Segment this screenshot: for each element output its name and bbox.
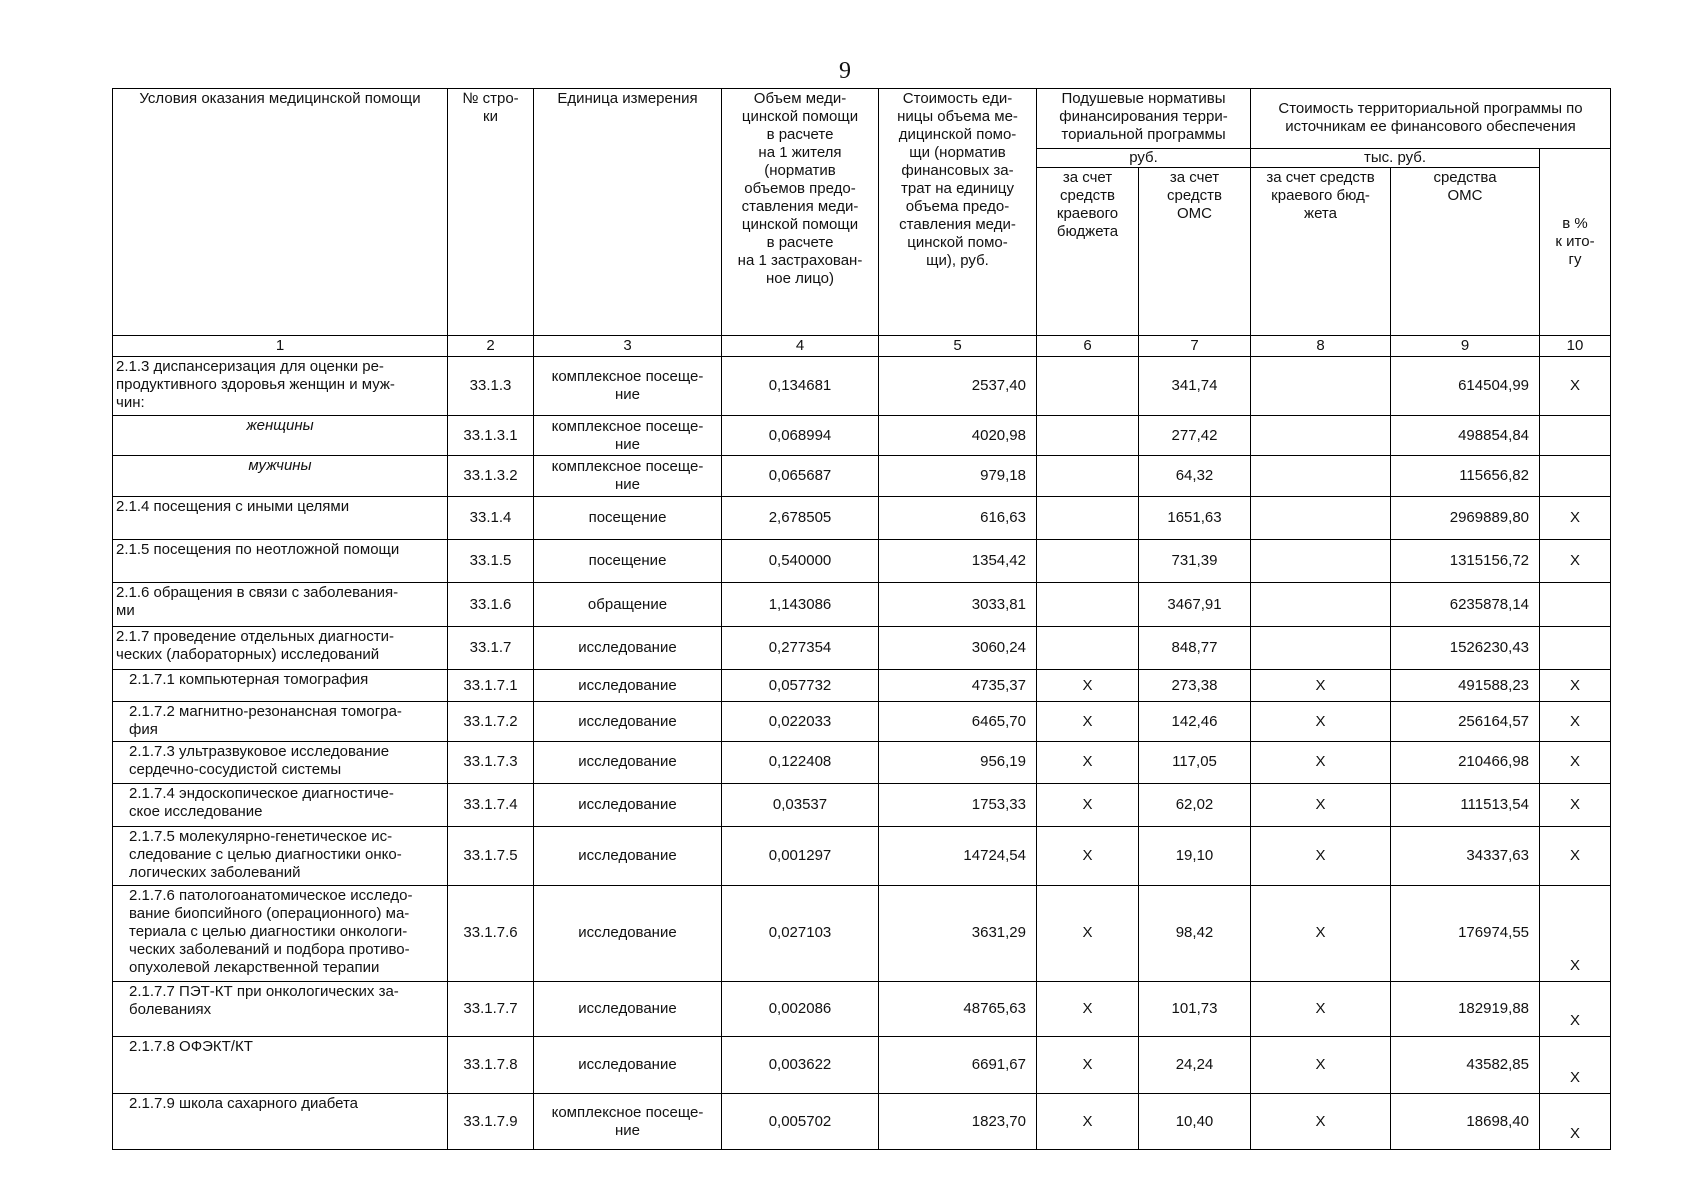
cost-budget-value [1251, 626, 1391, 669]
cost-oms-value: 182919,88 [1391, 981, 1540, 1037]
column-number: 4 [722, 335, 879, 357]
norm-oms-value: 273,38 [1139, 670, 1251, 702]
column-number: 5 [879, 335, 1037, 357]
cost-oms-value: 2969889,80 [1391, 496, 1540, 539]
cost-oms-value: 176974,55 [1391, 885, 1540, 981]
table-row [113, 456, 1611, 496]
unit-cost-value: 956,19 [879, 742, 1037, 783]
norm-budget-value: Х [1037, 885, 1139, 981]
cost-oms-value: 18698,40 [1391, 1094, 1540, 1150]
percent-value: Х [1540, 885, 1611, 981]
norm-oms-value: 3467,91 [1139, 583, 1251, 626]
measure-unit: комплексное посеще- ние [534, 416, 722, 456]
measure-unit: комплексное посеще- ние [534, 357, 722, 416]
cost-budget-value [1251, 357, 1391, 416]
row-name: 2.1.7.6 патологоанатомическое исследо- вание биопсийного (операционного) ма- териала с целью диагностики онкологи- ческих заболеваний и подбора противо- опухолевой лекарственной терапии [113, 885, 448, 981]
line-number: 33.1.7.4 [448, 783, 534, 826]
line-number: 33.1.6 [448, 583, 534, 626]
table-row [113, 626, 1611, 669]
cost-oms-value: 115656,82 [1391, 456, 1540, 496]
row-name: 2.1.7.4 эндоскопическое диагностиче- ское исследование [113, 783, 448, 826]
header-line-number: № стро- ки [448, 89, 534, 336]
unit-cost-value: 616,63 [879, 496, 1037, 539]
norm-oms-value: 117,05 [1139, 742, 1251, 783]
line-number: 33.1.7.3 [448, 742, 534, 783]
percent-value [1540, 456, 1611, 496]
table-row [113, 416, 1611, 456]
cost-budget-value: Х [1251, 885, 1391, 981]
measure-unit: комплексное посеще- ние [534, 456, 722, 496]
header-norms-unit: руб. [1037, 148, 1251, 168]
column-number: 1 [113, 335, 448, 357]
volume-value: 0,002086 [722, 981, 879, 1037]
volume-value: 0,001297 [722, 826, 879, 885]
line-number: 33.1.3.1 [448, 416, 534, 456]
norm-oms-value: 62,02 [1139, 783, 1251, 826]
table-row [113, 702, 1611, 742]
percent-value [1540, 626, 1611, 669]
percent-value: Х [1540, 702, 1611, 742]
measure-unit: посещение [534, 496, 722, 539]
norm-budget-value [1037, 626, 1139, 669]
cost-budget-value: Х [1251, 742, 1391, 783]
line-number: 33.1.7.5 [448, 826, 534, 885]
norm-budget-value: Х [1037, 742, 1139, 783]
column-number: 8 [1251, 335, 1391, 357]
unit-cost-value: 14724,54 [879, 826, 1037, 885]
line-number: 33.1.7.8 [448, 1037, 534, 1094]
unit-cost-value: 1354,42 [879, 540, 1037, 583]
cost-budget-value: Х [1251, 670, 1391, 702]
row-name: 2.1.5 посещения по неотложной помощи [113, 540, 448, 583]
column-number: 9 [1391, 335, 1540, 357]
norm-oms-value: 341,74 [1139, 357, 1251, 416]
column-number: 6 [1037, 335, 1139, 357]
line-number: 33.1.7.6 [448, 885, 534, 981]
norm-budget-value: Х [1037, 702, 1139, 742]
measure-unit: исследование [534, 742, 722, 783]
row-name: 2.1.3 диспансеризация для оценки ре- продуктивного здоровья женщин и муж- чин: [113, 357, 448, 416]
norm-budget-value [1037, 496, 1139, 539]
measure-unit: исследование [534, 826, 722, 885]
row-name: 2.1.7 проведение отдельных диагности- ческих (лабораторных) исследований [113, 626, 448, 669]
percent-value [1540, 583, 1611, 626]
volume-value: 1,143086 [722, 583, 879, 626]
cost-oms-value: 256164,57 [1391, 702, 1540, 742]
cost-budget-value: Х [1251, 1037, 1391, 1094]
cost-budget-value: Х [1251, 1094, 1391, 1150]
line-number: 33.1.7.2 [448, 702, 534, 742]
table-row [113, 885, 1611, 981]
cost-oms-value: 6235878,14 [1391, 583, 1540, 626]
cost-oms-value: 34337,63 [1391, 826, 1540, 885]
unit-cost-value: 2537,40 [879, 357, 1037, 416]
table-row [113, 670, 1611, 702]
norm-budget-value [1037, 357, 1139, 416]
percent-value: Х [1540, 981, 1611, 1037]
percent-value: Х [1540, 1037, 1611, 1094]
table-row [113, 357, 1611, 416]
column-number: 7 [1139, 335, 1251, 357]
norm-budget-value [1037, 416, 1139, 456]
unit-cost-value: 1753,33 [879, 783, 1037, 826]
unit-cost-value: 6465,70 [879, 702, 1037, 742]
row-name: 2.1.7.8 ОФЭКТ/КТ [113, 1037, 448, 1094]
cost-budget-value [1251, 583, 1391, 626]
volume-value: 0,277354 [722, 626, 879, 669]
measure-unit: исследование [534, 981, 722, 1037]
cost-budget-value [1251, 496, 1391, 539]
line-number: 33.1.3 [448, 357, 534, 416]
header-conditions: Условия оказания медицинской помощи [113, 89, 448, 336]
row-name: женщины [113, 416, 448, 456]
row-name: 2.1.4 посещения с иными целями [113, 496, 448, 539]
volume-value: 2,678505 [722, 496, 879, 539]
measure-unit: исследование [534, 626, 722, 669]
percent-value: Х [1540, 742, 1611, 783]
cost-budget-value: Х [1251, 702, 1391, 742]
table-row [113, 981, 1611, 1037]
norm-oms-value: 1651,63 [1139, 496, 1251, 539]
line-number: 33.1.7.9 [448, 1094, 534, 1150]
row-name: 2.1.7.9 школа сахарного диабета [113, 1094, 448, 1150]
percent-value: Х [1540, 826, 1611, 885]
unit-cost-value: 48765,63 [879, 981, 1037, 1037]
cost-budget-value: Х [1251, 783, 1391, 826]
table-row [113, 1037, 1611, 1094]
unit-cost-value: 1823,70 [879, 1094, 1037, 1150]
column-number: 3 [534, 335, 722, 357]
norm-budget-value: Х [1037, 1037, 1139, 1094]
unit-cost-value: 3033,81 [879, 583, 1037, 626]
table-row [113, 826, 1611, 885]
header-unit-cost: Стоимость еди- ницы объема ме- дицинской помо- щи (норматив финансовых за- трат на единицу объема предо- ставления меди- цинской помо- щи), руб. [879, 89, 1037, 336]
unit-cost-value: 4020,98 [879, 416, 1037, 456]
norm-oms-value: 731,39 [1139, 540, 1251, 583]
cost-budget-value: Х [1251, 981, 1391, 1037]
norm-oms-value: 24,24 [1139, 1037, 1251, 1094]
table-row [113, 496, 1611, 539]
norm-budget-value: Х [1037, 826, 1139, 885]
header-volume: Объем меди- цинской помощи в расчете на 1 жителя (норматив объемов предо- ставления меди- цинской помощи в расчете на 1 застрахован- ное лицо) [722, 89, 879, 336]
percent-value: Х [1540, 496, 1611, 539]
volume-value: 0,122408 [722, 742, 879, 783]
financing-table [112, 88, 1611, 1150]
norm-oms-value: 848,77 [1139, 626, 1251, 669]
measure-unit: исследование [534, 1037, 722, 1094]
line-number: 33.1.5 [448, 540, 534, 583]
line-number: 33.1.7.1 [448, 670, 534, 702]
norm-oms-value: 64,32 [1139, 456, 1251, 496]
header-program-cost: Стоимость территориальной программы по источникам ее финансового обеспечения [1251, 89, 1611, 149]
row-name: 2.1.7.3 ультразвуковое исследование сердечно-сосудистой системы [113, 742, 448, 783]
header-cost-oms: средства ОМС [1391, 168, 1540, 335]
volume-value: 0,022033 [722, 702, 879, 742]
line-number: 33.1.4 [448, 496, 534, 539]
volume-value: 0,027103 [722, 885, 879, 981]
row-name: 2.1.6 обращения в связи с заболевания- ми [113, 583, 448, 626]
measure-unit: обращение [534, 583, 722, 626]
column-numbers-row [113, 335, 1611, 357]
cost-oms-value: 614504,99 [1391, 357, 1540, 416]
norm-oms-value: 10,40 [1139, 1094, 1251, 1150]
unit-cost-value: 6691,67 [879, 1037, 1037, 1094]
row-name: 2.1.7.5 молекулярно-генетическое ис- следование с целью диагностики онко- логических заболеваний [113, 826, 448, 885]
cost-budget-value [1251, 416, 1391, 456]
header-unit: Единица измерения [534, 89, 722, 336]
percent-value: Х [1540, 783, 1611, 826]
header-per-capita-norms: Подушевые нормативы финансирования терри- ториальной программы [1037, 89, 1251, 149]
column-number: 2 [448, 335, 534, 357]
header-norm-oms: за счет средств ОМС [1139, 168, 1251, 335]
header-percent: в % к ито- гу [1540, 148, 1611, 335]
table-row [113, 1094, 1611, 1150]
line-number: 33.1.3.2 [448, 456, 534, 496]
percent-value: Х [1540, 670, 1611, 702]
norm-budget-value: Х [1037, 981, 1139, 1037]
line-number: 33.1.7 [448, 626, 534, 669]
volume-value: 0,068994 [722, 416, 879, 456]
volume-value: 0,065687 [722, 456, 879, 496]
percent-value: Х [1540, 1094, 1611, 1150]
unit-cost-value: 3060,24 [879, 626, 1037, 669]
unit-cost-value: 3631,29 [879, 885, 1037, 981]
norm-budget-value [1037, 583, 1139, 626]
norm-budget-value [1037, 540, 1139, 583]
measure-unit: исследование [534, 670, 722, 702]
table-row [113, 783, 1611, 826]
norm-budget-value: Х [1037, 783, 1139, 826]
measure-unit: исследование [534, 702, 722, 742]
cost-oms-value: 210466,98 [1391, 742, 1540, 783]
unit-cost-value: 4735,37 [879, 670, 1037, 702]
volume-value: 0,540000 [722, 540, 879, 583]
norm-budget-value: Х [1037, 1094, 1139, 1150]
header-norm-budget: за счет средств краевого бюджета [1037, 168, 1139, 335]
measure-unit: комплексное посеще- ние [534, 1094, 722, 1150]
volume-value: 0,003622 [722, 1037, 879, 1094]
table-row [113, 583, 1611, 626]
volume-value: 0,005702 [722, 1094, 879, 1150]
measure-unit: посещение [534, 540, 722, 583]
column-number: 10 [1540, 335, 1611, 357]
cost-oms-value: 1526230,43 [1391, 626, 1540, 669]
measure-unit: исследование [534, 783, 722, 826]
header-cost-budget: за счет средств краевого бюд- жета [1251, 168, 1391, 335]
cost-oms-value: 111513,54 [1391, 783, 1540, 826]
measure-unit: исследование [534, 885, 722, 981]
row-name: 2.1.7.2 магнитно-резонансная томогра- фия [113, 702, 448, 742]
norm-budget-value [1037, 456, 1139, 496]
cost-oms-value: 491588,23 [1391, 670, 1540, 702]
row-name: 2.1.7.7 ПЭТ-КТ при онкологических за- болеваниях [113, 981, 448, 1037]
norm-budget-value: Х [1037, 670, 1139, 702]
norm-oms-value: 142,46 [1139, 702, 1251, 742]
norm-oms-value: 277,42 [1139, 416, 1251, 456]
unit-cost-value: 979,18 [879, 456, 1037, 496]
cost-oms-value: 498854,84 [1391, 416, 1540, 456]
row-name: 2.1.7.1 компьютерная томография [113, 670, 448, 702]
volume-value: 0,134681 [722, 357, 879, 416]
page-number: 9 [839, 58, 851, 84]
header-cost-unit: тыс. руб. [1251, 148, 1540, 168]
cost-budget-value: Х [1251, 826, 1391, 885]
norm-oms-value: 19,10 [1139, 826, 1251, 885]
row-name: мужчины [113, 456, 448, 496]
cost-budget-value [1251, 456, 1391, 496]
table-row [113, 540, 1611, 583]
cost-oms-value: 1315156,72 [1391, 540, 1540, 583]
cost-oms-value: 43582,85 [1391, 1037, 1540, 1094]
cost-budget-value [1251, 540, 1391, 583]
volume-value: 0,057732 [722, 670, 879, 702]
percent-value: Х [1540, 357, 1611, 416]
norm-oms-value: 98,42 [1139, 885, 1251, 981]
table-row [113, 742, 1611, 783]
volume-value: 0,03537 [722, 783, 879, 826]
percent-value: Х [1540, 540, 1611, 583]
line-number: 33.1.7.7 [448, 981, 534, 1037]
norm-oms-value: 101,73 [1139, 981, 1251, 1037]
percent-value [1540, 416, 1611, 456]
